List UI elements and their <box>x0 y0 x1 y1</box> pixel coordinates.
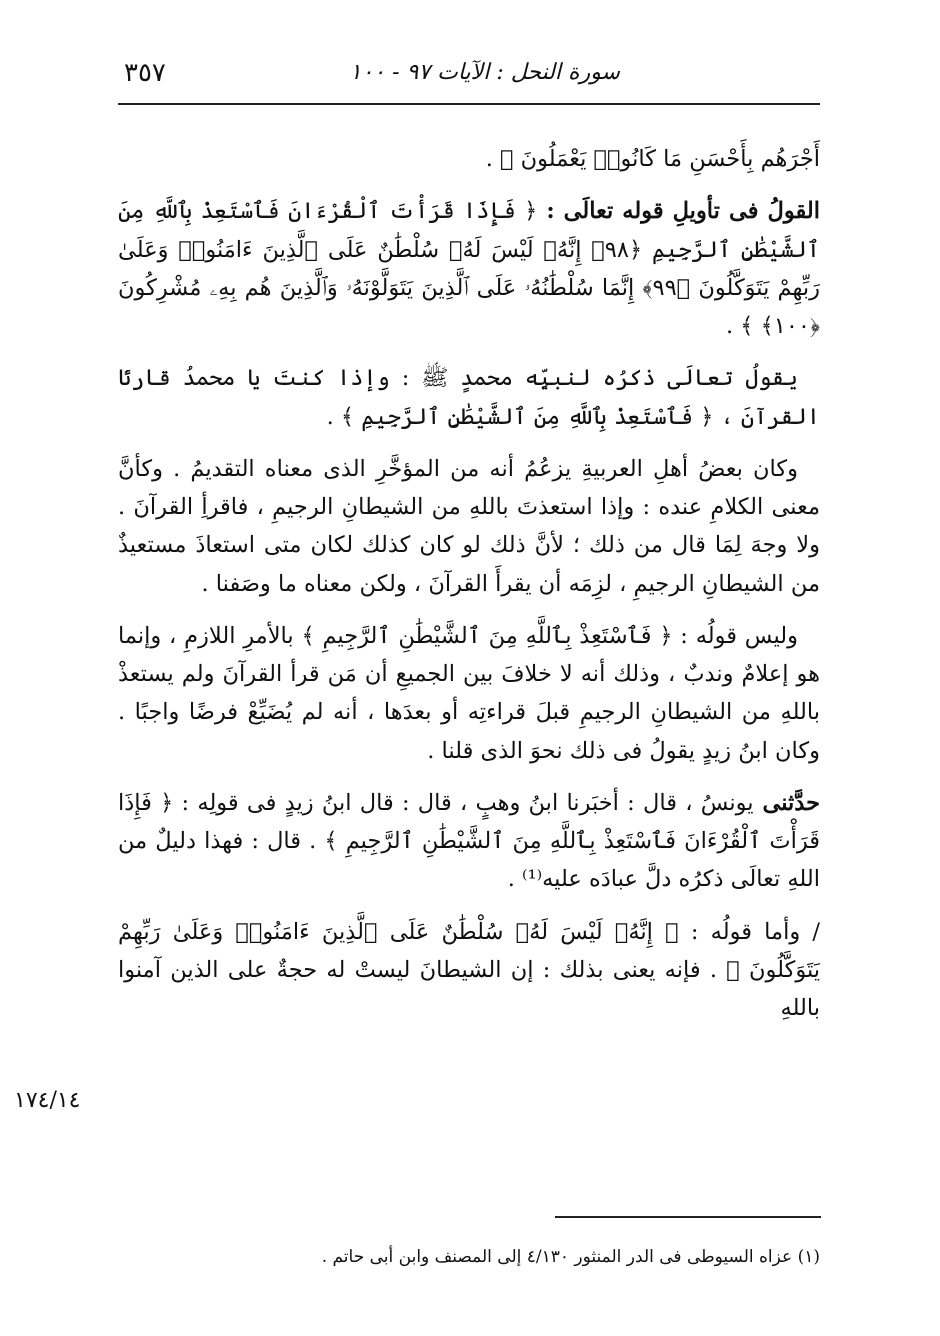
paragraph-3 <box>118 359 820 436</box>
paragraph-text: يونسُ ، قال : أخبَرنا ابنُ وهبٍ ، قال : قال ابنُ زيدٍ فى قولِه : ﴿ فَإِذَا قَرَأْتَ ٱلْقُرْءَانَ فَٱسْتَعِذْ بِٱللَّهِ مِنَ ٱلشَّيْطَٰنِ ٱلرَّجِيمِ ﴾ . قال : فهذا دليلٌ من اللهِ تعالَى ذكرُه دلَّ عبادَه عليه⁽¹⁾ . <box>118 789 820 893</box>
paragraph-7 <box>118 913 820 1028</box>
page-header <box>118 52 820 104</box>
paragraph-text: وكان بعضُ أهلِ العربيةِ يزعُمُ أنه من المؤخَّرِ الذى معناه التقديمُ . وكأنَّ معنى الكلامِ عنده : وإذا استعذتَ باللهِ من الشيطانِ الرجيمِ ، فاقرأِ القرآنَ . ولا وجهَ لِمَا قال من ذلك ؛ لأنَّ ذلك لو كان كذلك لكان متى استعاذَ مستعيذٌ من الشيطانِ الرجيمِ ، لزِمَه أن يقرأَ القرآنَ ، ولكن معناه ما وصَفنا . <box>118 455 820 597</box>
paragraph-text: / وأما قولُه : ﴿ إِنَّهُۥ لَيْسَ لَهُۥ سُلْطَٰنٌ عَلَى ٱلَّذِينَ ءَامَنُوا۟ وَعَلَىٰ رَبِّهِمْ يَتَوَكَّلُونَ ﴾ . فإنه يعنى بذلك : إن الشيطانَ ليستْ له حجةٌ على الذين آمنوا باللهِ <box>118 918 820 1021</box>
paragraph-4 <box>118 450 820 603</box>
paragraph-text: يقولُ تعالَى ذكرُه لنبيِّه محمدٍ ﷺ : وإذا كنتَ يا محمدُ قارئًا القرآنَ ، ﴿ فَٱسْتَعِذْ بِٱللَّهِ مِنَ ٱلشَّيْطَٰنِ ٱلرَّجِيمِ ﴾ . <box>118 365 820 430</box>
paragraph-lead: حدَّثنى <box>753 789 820 816</box>
paragraph-5 <box>118 617 820 770</box>
paragraph-text: أَجْرَهُم بِأَحْسَنِ مَا كَانُوا۟ يَعْمَلُونَ ﴾ . <box>485 146 820 172</box>
paragraph-text: ﴿ فَإِذَا قَرَأْتَ ٱلْقُرْءَانَ فَٱسْتَعِذْ بِٱللَّهِ مِنَ ٱلشَّيْطَٰنِ ٱلرَّجِيمِ ﴿٩٨﴾ إِنَّهُۥ لَيْسَ لَهُۥ سُلْطَٰنٌ عَلَى ٱلَّذِينَ ءَامَنُوا۟ وَعَلَىٰ رَبِّهِمْ يَتَوَكَّلُونَ ﴿٩٩﴾ إِنَّمَا سُلْطَٰنُهُۥ عَلَى ٱلَّذِينَ يَتَوَلَّوْنَهُۥ وَٱلَّذِينَ هُم بِهِۦ مُشْرِكُونَ ﴿١٠٠﴾ ﴾ . <box>118 198 821 339</box>
running-title: سورة النحل : الآيات ٩٧ - ١٠٠ <box>349 60 620 85</box>
paragraph-6 <box>118 784 820 899</box>
paragraph-text: وليس قولُه : ﴿ فَٱسْتَعِذْ بِٱللَّهِ مِنَ ٱلشَّيْطَٰنِ ٱلرَّجِيمِ ﴾ بالأمرِ اللازمِ ، وإنما هو إعلامٌ وندبٌ ، وذلك أنه لا خلافَ بين الجميعِ أن مَن قرأ القرآنَ ولم يستعذْ باللهِ من الشيطانِ الرجيمِ قبلَ قراءتِه أو بعدَها ، أنه لم يُضَيِّعْ فرضًا واجبًا . وكان ابنُ زيدٍ يقولُ فى ذلك نحوَ الذى قلنا . <box>118 622 820 764</box>
paragraph-1 <box>118 140 820 178</box>
page-number: ٣٥٧ <box>124 58 166 88</box>
footnote: (١) عزاه السيوطى فى الدر المنثور ٤/١٣٠ إلى المصنف وابن أبى حاتم . <box>321 1247 820 1267</box>
footnote-rule <box>555 1216 821 1218</box>
paragraph-lead: القولُ فى تأويلِ قوله تعالَى : <box>537 198 820 225</box>
header-rule <box>118 103 820 105</box>
margin-reference: ١٧٤/١٤ <box>14 1088 81 1113</box>
main-text <box>118 140 820 1041</box>
paragraph-2 <box>118 192 820 345</box>
